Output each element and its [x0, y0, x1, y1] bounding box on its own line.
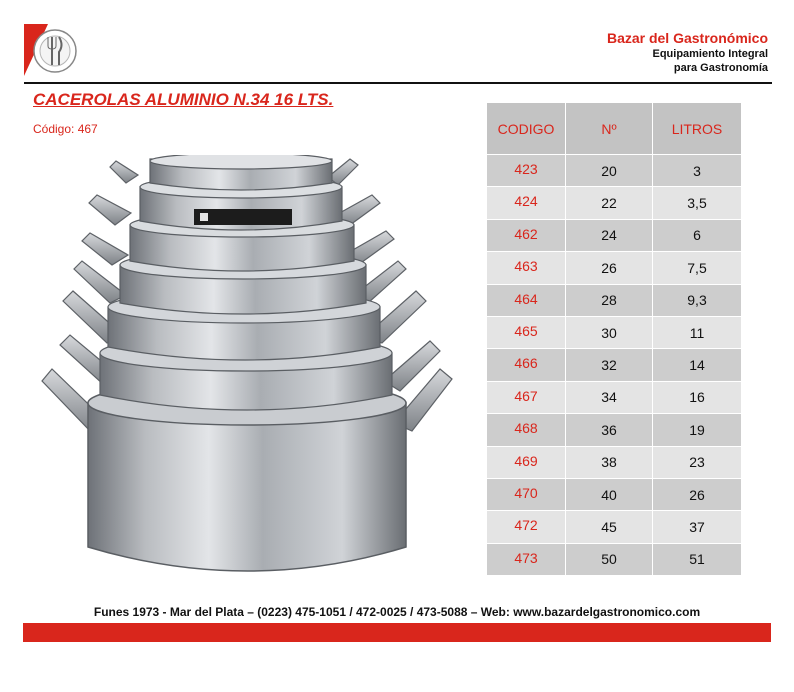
cell-code: 465: [487, 316, 566, 348]
cell-litros: 37: [653, 511, 742, 543]
cell-code: 473: [487, 543, 566, 575]
brand-block: [607, 30, 768, 75]
cell-litros: 7,5: [653, 252, 742, 284]
header-codigo: CODIGO: [487, 103, 566, 155]
sizes-table: [486, 102, 742, 576]
cell-litros: 3: [653, 155, 742, 187]
table-row: [487, 349, 742, 381]
table-row: [487, 511, 742, 543]
cell-num: 36: [566, 414, 653, 446]
table-row: [487, 478, 742, 510]
cell-litros: 11: [653, 316, 742, 348]
table-row: [487, 316, 742, 348]
brand-name: Bazar del Gastronómico: [606, 30, 768, 46]
table-row: [487, 543, 742, 575]
cell-litros: 16: [653, 381, 742, 413]
table-row: [487, 414, 742, 446]
table-header-row: [487, 103, 742, 155]
header-divider: [24, 82, 772, 84]
cell-num: 20: [566, 155, 653, 187]
product-photo: [38, 155, 456, 580]
cell-num: 22: [566, 187, 653, 219]
cell-litros: 23: [653, 446, 742, 478]
cell-code: 468: [487, 414, 566, 446]
brand-tagline-2: para Gastronomía: [673, 62, 768, 74]
product-title: CACEROLAS ALUMINIO N.34 16 LTS.: [33, 90, 334, 109]
cell-litros: 3,5: [653, 187, 742, 219]
cell-code: 462: [487, 219, 566, 251]
product-code: Código: 467: [33, 122, 98, 136]
table-row: [487, 219, 742, 251]
cell-litros: 14: [653, 349, 742, 381]
header-litros: LITROS: [653, 103, 742, 155]
cell-litros: 19: [653, 414, 742, 446]
table-row: [487, 381, 742, 413]
cell-num: 28: [566, 284, 653, 316]
header-numero: Nº: [566, 103, 653, 155]
cell-num: 34: [566, 381, 653, 413]
footer-contact: Funes 1973 - Mar del Plata – (0223) 475-1051 / 472-0025 / 473-5088 – Web: www.bazardelgastronomico.com: [93, 605, 701, 619]
table-row: [487, 252, 742, 284]
cell-num: 32: [566, 349, 653, 381]
cell-num: 38: [566, 446, 653, 478]
cell-litros: 26: [653, 478, 742, 510]
cell-code: 423: [487, 155, 566, 187]
table-row: [487, 187, 742, 219]
cell-litros: 51: [653, 543, 742, 575]
brand-logo-icon: [24, 24, 78, 76]
table-row: [487, 284, 742, 316]
cell-code: 424: [487, 187, 566, 219]
cell-num: 24: [566, 219, 653, 251]
footer-bar: [23, 623, 771, 642]
cell-code: 472: [487, 511, 566, 543]
cell-litros: 6: [653, 219, 742, 251]
cell-litros: 9,3: [653, 284, 742, 316]
table-row: [487, 155, 742, 187]
brand-tagline-1: Equipamiento Integral: [652, 48, 768, 60]
cell-code: 469: [487, 446, 566, 478]
cell-code: 464: [487, 284, 566, 316]
cell-code: 463: [487, 252, 566, 284]
cell-code: 470: [487, 478, 566, 510]
table-row: [487, 446, 742, 478]
cell-num: 26: [566, 252, 653, 284]
cell-num: 30: [566, 316, 653, 348]
cell-num: 45: [566, 511, 653, 543]
cell-code: 466: [487, 349, 566, 381]
cell-code: 467: [487, 381, 566, 413]
cell-num: 40: [566, 478, 653, 510]
cell-num: 50: [566, 543, 653, 575]
